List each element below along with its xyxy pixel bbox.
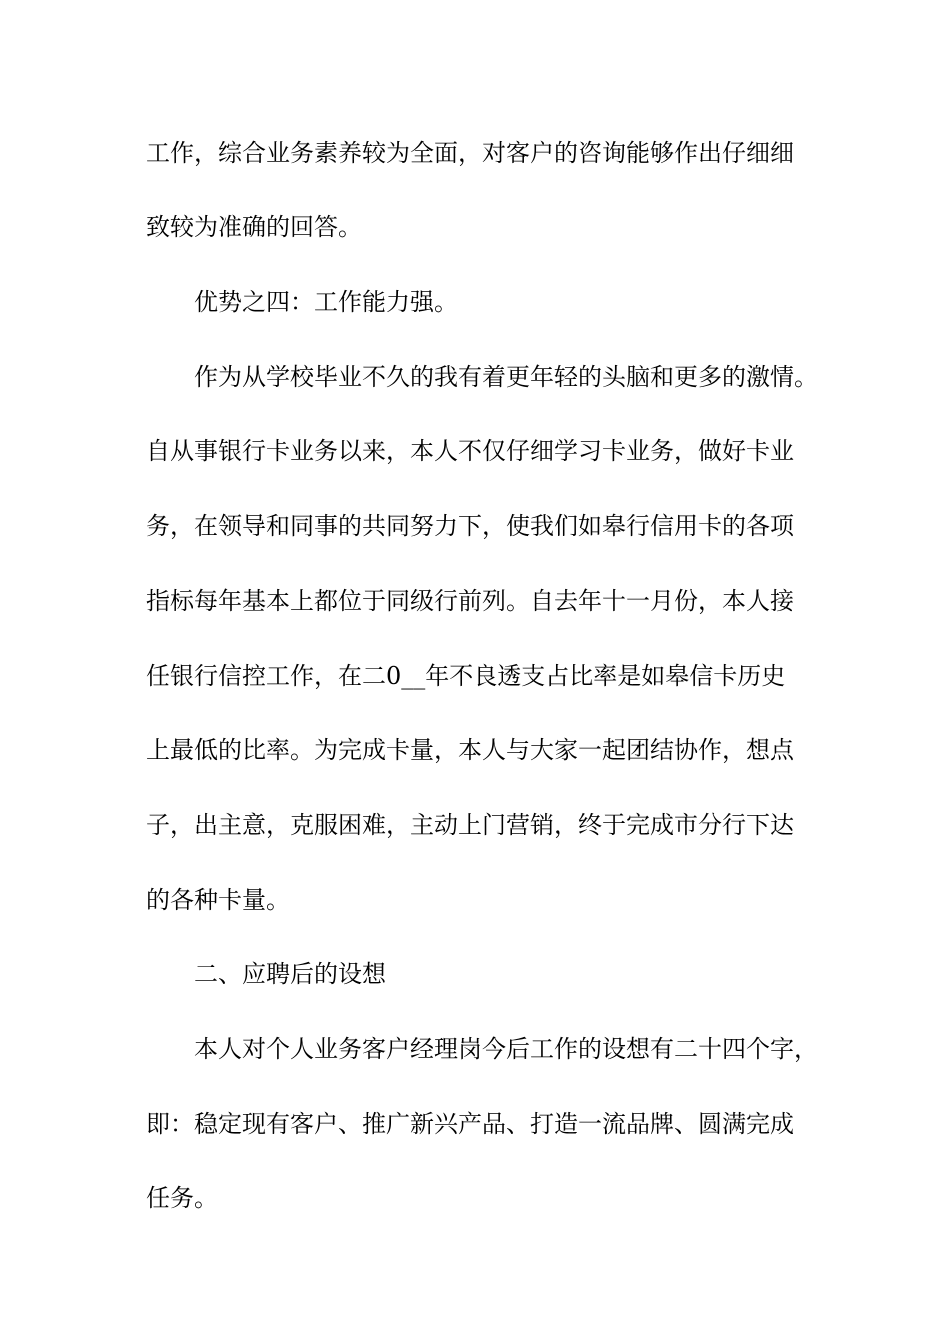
paragraph-line: 务，在领导和同事的共同努力下，使我们如皋行信用卡的各项: [146, 512, 794, 540]
paragraph-line: 的各种卡量。: [146, 886, 290, 914]
paragraph-line: 任银行信控工作，在二0__年不良透支占比率是如皋信卡历史: [146, 662, 786, 690]
paragraph-line: 作为从学校毕业不久的我有着更年轻的头脑和更多的激情。: [194, 363, 818, 391]
paragraph-line: 子，出主意，克服困难，主动上门营销，终于完成市分行下达: [146, 811, 794, 839]
section-heading: 二、应聘后的设想: [194, 960, 386, 988]
section-heading: 优势之四：工作能力强。: [194, 288, 458, 316]
paragraph-line: 上最低的比率。为完成卡量，本人与大家一起团结协作，想点: [146, 736, 794, 764]
paragraph-line: 本人对个人业务客户经理岗今后工作的设想有二十四个字，: [194, 1035, 818, 1063]
paragraph-line: 工作，综合业务素养较为全面，对客户的咨询能够作出仔细细: [146, 139, 794, 167]
paragraph-line: 即：稳定现有客户、推广新兴产品、打造一流品牌、圆满完成: [146, 1110, 794, 1138]
paragraph-line: 指标每年基本上都位于同级行前列。自去年十一月份，本人接: [146, 587, 794, 615]
paragraph-line: 自从事银行卡业务以来，本人不仅仔细学习卡业务，做好卡业: [146, 437, 794, 465]
paragraph-line: 致较为准确的回答。: [146, 213, 362, 241]
paragraph-line: 任务。: [146, 1184, 218, 1212]
